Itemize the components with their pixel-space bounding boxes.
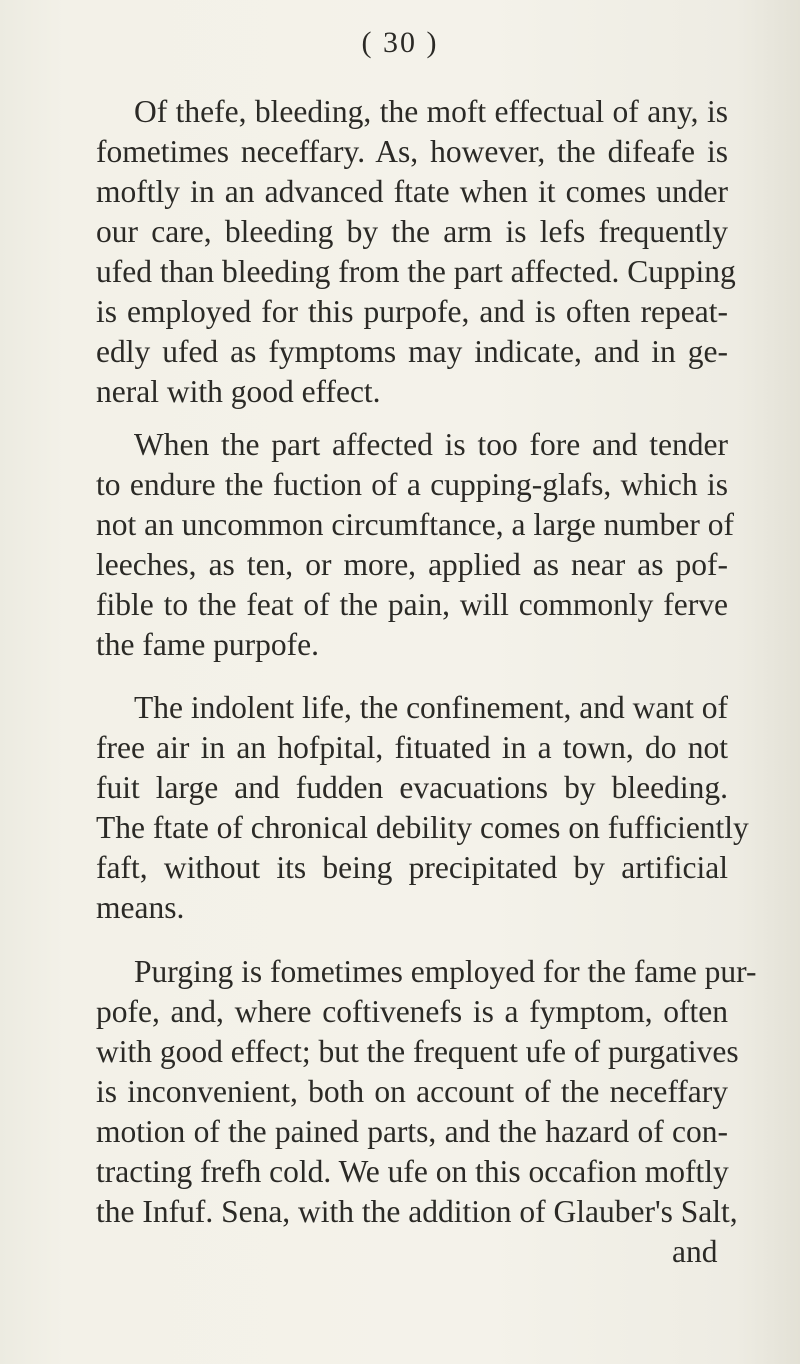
paragraph-3-line-3: fuit large and fudden evacuations by bleeding. [96, 770, 728, 805]
paragraph-4-line-6: tracting frefh cold. We ufe on this occafion moftly [96, 1154, 729, 1189]
paragraph-3-line-5: faft, without its being precipitated by artificial [96, 850, 728, 885]
paragraph-1-line-8: neral with good effect. [96, 374, 381, 409]
paragraph-1-line-1: Of thefe, bleeding, the moft effectual of any, is [134, 94, 728, 129]
paragraph-2-line-5: fible to the feat of the pain, will commonly ferve [96, 587, 728, 622]
page-number: ( 30 ) [361, 26, 439, 59]
paragraph-2-line-6: the fame purpofe. [96, 627, 320, 662]
paragraph-1-line-4: our care, bleeding by the arm is lefs frequently [96, 214, 728, 249]
paragraph-3-line-6: means. [96, 890, 185, 925]
paragraph-4-line-5: motion of the pained parts, and the hazard of con- [96, 1114, 728, 1149]
paragraph-1-line-6: is employed for this purpofe, and is often repeat- [96, 294, 728, 329]
paragraph-2-line-4: leeches, as ten, or more, applied as near as pof- [96, 547, 728, 582]
paragraph-3-line-4: The ftate of chronical debility comes on fufficiently [96, 810, 749, 845]
paragraph-2-line-1: When the part affected is too fore and tender [134, 427, 728, 462]
catchword: and [672, 1234, 718, 1269]
paragraph-4-line-2: pofe, and, where coftivenefs is a fymptom, often [96, 994, 728, 1029]
paragraph-3-line-2: free air in an hofpital, fituated in a town, do not [96, 730, 728, 765]
paragraph-2-line-2: to endure the fuction of a cupping-glafs, which is [96, 467, 728, 502]
paragraph-4-line-4: is inconvenient, both on account of the neceffary [96, 1074, 728, 1109]
paragraph-4-line-7: the Infuf. Sena, with the addition of Glauber's Salt, [96, 1194, 738, 1229]
paragraph-3-line-1: The indolent life, the confinement, and want of [134, 690, 728, 725]
paragraph-1-line-2: fometimes neceffary. As, however, the difeafe is [96, 134, 728, 169]
paragraph-1-line-5: ufed than bleeding from the part affected. Cupping [96, 254, 736, 289]
paragraph-2-line-3: not an uncommon circumftance, a large number of [96, 507, 734, 542]
paragraph-4-line-3: with good effect; but the frequent ufe of purgatives [96, 1034, 739, 1069]
paragraph-1-line-3: moftly in an advanced ftate when it comes under [96, 174, 728, 209]
paragraph-4-line-1: Purging is fometimes employed for the fame pur- [134, 954, 757, 989]
paragraph-1-line-7: edly ufed as fymptoms may indicate, and in ge- [96, 334, 728, 369]
